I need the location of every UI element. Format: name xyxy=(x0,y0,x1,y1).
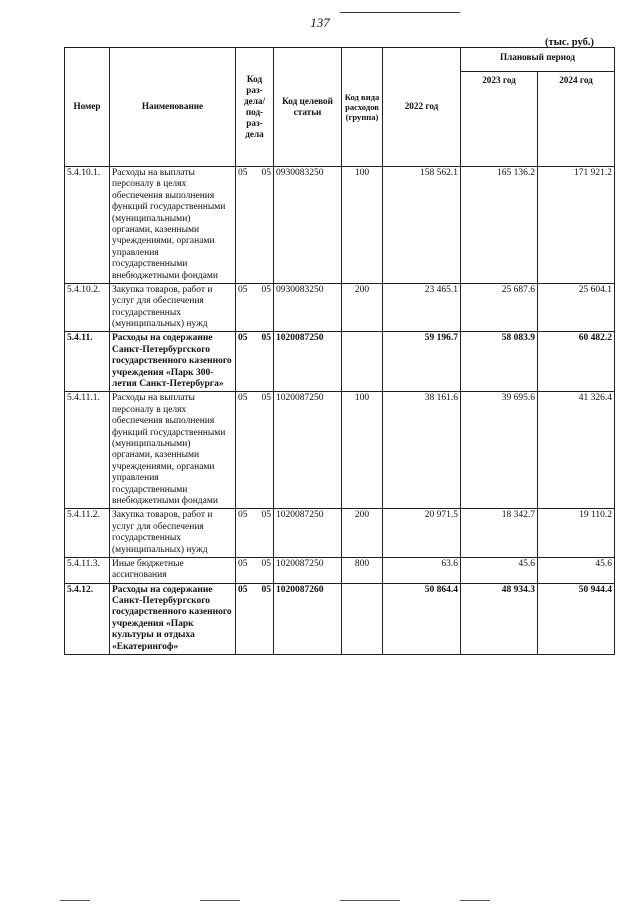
value-2024: 171 921.2 xyxy=(538,167,615,284)
row-number: 5.4.11. xyxy=(65,332,110,392)
subsection-code: 05 xyxy=(261,333,271,344)
section-cell xyxy=(236,332,274,392)
header-plan-period: Плановый период xyxy=(461,48,615,72)
value-2024: 19 110.2 xyxy=(538,509,615,558)
subsection-code: 05 xyxy=(261,284,271,295)
value-2023: 18 342.7 xyxy=(461,509,538,558)
value-2024: 25 604.1 xyxy=(538,283,615,332)
row-name: Расходы на содержание Санкт-Петербургского государственного казенного учреждения «Парк 300-летия Санкт-Петербурга» xyxy=(110,332,236,392)
budget-table xyxy=(64,47,615,655)
target-code: 1020087250 xyxy=(274,509,342,558)
value-2024: 45.6 xyxy=(538,557,615,583)
header-expense-type: Код вида расходов (группа) xyxy=(342,48,383,167)
value-2024: 41 326.4 xyxy=(538,392,615,509)
value-2022: 38 161.6 xyxy=(383,392,461,509)
row-name: Расходы на содержание Санкт-Петербургского государственного казенного учреждения «Парк культуры и отдыха «Екатерингоф» xyxy=(110,583,236,654)
header-number: Номер xyxy=(65,48,110,167)
section-cell xyxy=(236,509,274,558)
footer-mark xyxy=(460,900,490,901)
header-name: Наименование xyxy=(110,48,236,167)
value-2023: 25 687.6 xyxy=(461,283,538,332)
value-2022: 59 196.7 xyxy=(383,332,461,392)
value-2023: 165 136.2 xyxy=(461,167,538,284)
target-code: 0930083250 xyxy=(274,283,342,332)
section-cell xyxy=(236,167,274,284)
expense-type-code xyxy=(342,332,383,392)
table-row xyxy=(65,583,615,654)
expense-type-code: 800 xyxy=(342,557,383,583)
header-section: Код раз-дела/ под-раз-дела xyxy=(236,48,274,167)
table-row xyxy=(65,167,615,284)
expense-type-code: 200 xyxy=(342,509,383,558)
value-2023: 58 083.9 xyxy=(461,332,538,392)
section-cell xyxy=(236,583,274,654)
subsection-code: 05 xyxy=(261,168,271,178)
value-2022: 20 971.5 xyxy=(383,509,461,558)
value-2023: 39 695.6 xyxy=(461,392,538,509)
table-row xyxy=(65,283,615,332)
value-2023: 48 934.3 xyxy=(461,583,538,654)
subsection-code: 05 xyxy=(261,584,271,595)
table-row xyxy=(65,392,615,509)
value-2022: 158 562.1 xyxy=(383,167,461,284)
row-number: 5.4.10.2. xyxy=(65,283,110,332)
row-number: 5.4.12. xyxy=(65,583,110,654)
table-row xyxy=(65,557,615,583)
section-code: 05 xyxy=(238,333,248,344)
header-2022: 2022 год xyxy=(383,48,461,167)
row-number: 5.4.11.1. xyxy=(65,392,110,509)
row-name: Закупка товаров, работ и услуг для обеспечения государственных (муниципальных) нужд xyxy=(110,283,236,332)
row-name: Расходы на выплаты персоналу в целях обеспечения выполнения функций государственными (муниципальными) органами, казенными учреждениями, органами управления государственными внебюджетными фондами xyxy=(110,392,236,509)
header-2023: 2023 год xyxy=(461,72,538,167)
section-cell xyxy=(236,392,274,509)
row-number: 5.4.11.3. xyxy=(65,557,110,583)
section-code: 05 xyxy=(238,510,248,521)
expense-type-code: 200 xyxy=(342,283,383,332)
value-2024: 60 482.2 xyxy=(538,332,615,392)
expense-type-code: 100 xyxy=(342,392,383,509)
section-code: 05 xyxy=(238,284,248,295)
subsection-code: 05 xyxy=(261,510,271,521)
section-cell xyxy=(236,557,274,583)
footer-mark xyxy=(60,900,90,901)
target-code: 1020087250 xyxy=(274,557,342,583)
subsection-code: 05 xyxy=(261,393,271,404)
row-name: Иные бюджетные ассигнования xyxy=(110,557,236,583)
row-name: Расходы на выплаты персоналу в целях обеспечения выполнения функций государственными (муниципальными) органами, казенными учреждениями, органами управления государственными внебюджетными фондами xyxy=(110,167,236,284)
header-target: Код целевой статьи xyxy=(274,48,342,167)
table-row xyxy=(65,509,615,558)
value-2024: 50 944.4 xyxy=(538,583,615,654)
section-code: 05 xyxy=(238,168,248,178)
footer-mark xyxy=(340,900,400,901)
top-rule xyxy=(340,12,460,13)
target-code: 1020087260 xyxy=(274,583,342,654)
section-code: 05 xyxy=(238,558,248,569)
section-cell xyxy=(236,283,274,332)
units-label: (тыс. руб.) xyxy=(545,37,594,48)
target-code: 0930083250 xyxy=(274,167,342,284)
row-number: 5.4.11.2. xyxy=(65,509,110,558)
value-2022: 50 864.4 xyxy=(383,583,461,654)
section-code: 05 xyxy=(238,584,248,595)
subsection-code: 05 xyxy=(261,558,271,569)
value-2023: 45.6 xyxy=(461,557,538,583)
row-name: Закупка товаров, работ и услуг для обеспечения государственных (муниципальных) нужд xyxy=(110,509,236,558)
value-2022: 63.6 xyxy=(383,557,461,583)
expense-type-code: 100 xyxy=(342,167,383,284)
target-code: 1020087250 xyxy=(274,332,342,392)
page-number: 137 xyxy=(310,15,330,30)
footer-mark xyxy=(200,900,240,901)
table-row xyxy=(65,332,615,392)
expense-type-code xyxy=(342,583,383,654)
row-number: 5.4.10.1. xyxy=(65,167,110,284)
value-2022: 23 465.1 xyxy=(383,283,461,332)
header-2024: 2024 год xyxy=(538,72,615,167)
target-code: 1020087250 xyxy=(274,392,342,509)
section-code: 05 xyxy=(238,393,248,404)
